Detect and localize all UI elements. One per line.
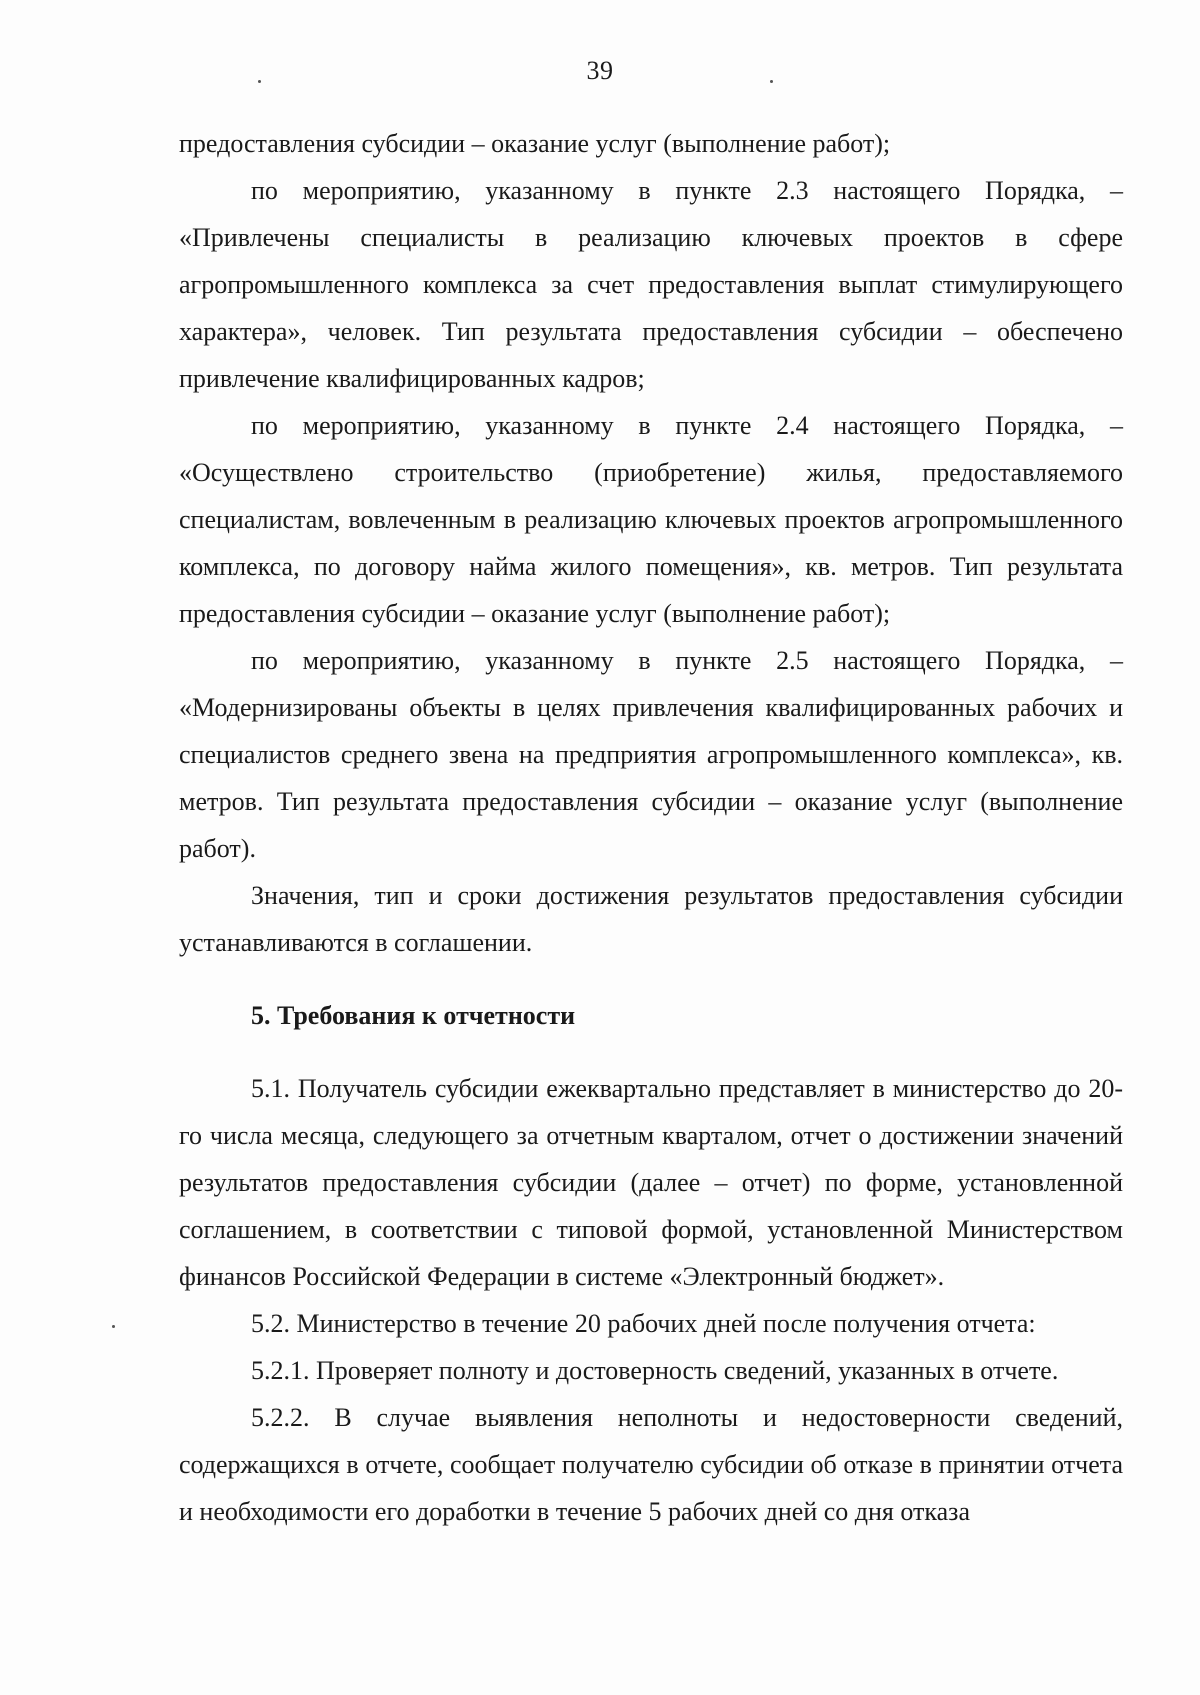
scan-speck [770, 80, 773, 83]
scan-speck [112, 1325, 115, 1328]
paragraph-5-1: 5.1. Получатель субсидии ежеквартально представляет в министерство до 20-го числа месяца, следующего за отчетным кварталом, отчет о достижении значений результатов предоставления субсидии (далее – отчет) по форме, установленной соглашением, в соответствии с типовой формой, установленной Министерством финансов Российской Федерации в системе «Электронный бюджет». [179, 1074, 1123, 1291]
page-number: 39 [586, 56, 614, 85]
paragraph-measure-2-4: по мероприятию, указанному в пункте 2.4 настоящего Порядка, – «Осуществлено строительство (приобретение) жилья, предоставляемого специалистам, вовлеченным в реализацию ключевых проектов агропромышленного комплекса, по договору найма жилого помещения», кв. метров. Тип результата предоставления субсидии – оказание услуг (выполнение работ); [179, 411, 1123, 628]
paragraph-measure-2-5: по мероприятию, указанному в пункте 2.5 настоящего Порядка, – «Модернизированы объекты в целях привлечения квалифицированных рабочих и специалистов среднего звена на предприятия агропромышленного комплекса», кв. метров. Тип результата предоставления субсидии – оказание услуг (выполнение работ). [179, 646, 1123, 863]
paragraph-5-2: 5.2. Министерство в течение 20 рабочих дней после получения отчета: [251, 1309, 1036, 1338]
document-body [179, 120, 1123, 1535]
scan-speck [258, 80, 261, 83]
paragraph-measure-2-3: по мероприятию, указанному в пункте 2.3 настоящего Порядка, – «Привлечены специалисты в реализацию ключевых проектов в сфере агропромышленного комплекса за счет предоставления выплат стимулирующего характера», человек. Тип результата предоставления субсидии – обеспечено привлечение квалифицированных кадров; [179, 176, 1123, 393]
paragraph-continuation: предоставления субсидии – оказание услуг (выполнение работ); [179, 129, 891, 158]
section-heading: 5. Требования к отчетности [251, 1001, 576, 1030]
paragraph-5-2-2: 5.2.2. В случае выявления неполноты и недостоверности сведений, содержащихся в отчете, сообщает получателю субсидии об отказе в принятии отчета и необходимости его доработки в течение 5 рабочих дней со дня отказа [179, 1403, 1123, 1526]
paragraph-5-2-1: 5.2.1. Проверяет полноту и достоверность сведений, указанных в отчете. [251, 1356, 1059, 1385]
paragraph-values-note: Значения, тип и сроки достижения результатов предоставления субсидии устанавливаются в соглашении. [179, 881, 1123, 957]
